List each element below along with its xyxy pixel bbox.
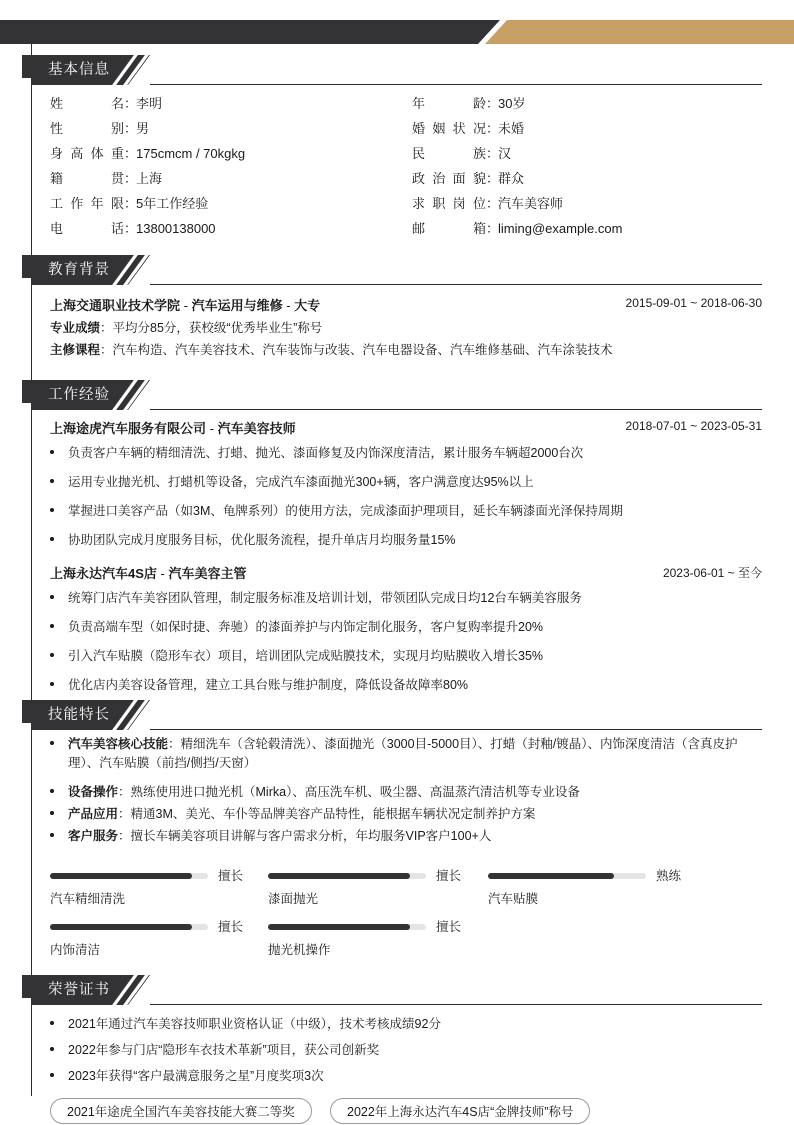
info-colon: ： [124, 121, 138, 136]
skill-item-text [68, 827, 762, 846]
info-value: 175cmcm / 70kgkg [136, 146, 246, 161]
bullet-dot-icon [50, 789, 54, 793]
info-row-gender [50, 120, 149, 138]
honor-item [50, 1067, 762, 1086]
info-row-political-status [412, 170, 524, 188]
skill-bar-track [268, 873, 426, 879]
section-header-work [22, 380, 794, 410]
skill-item-text [68, 783, 762, 802]
info-label: 姓名 [50, 96, 124, 111]
work-duty-text: 负责客户车辆的精细清洗、打蜡、抛光、漆面修复及内饰深度清洁，累计服务车辆超2000台次 [68, 446, 584, 460]
work-date: 2023-06-01 ~ 至今 [662, 566, 762, 580]
info-colon: ： [486, 171, 500, 186]
skill-item-text [68, 735, 762, 773]
skill-item-detail: ：精通3M、美光、车仆等品牌美容产品特性，能根据车辆状况定制养护方案 [118, 807, 536, 821]
skill-item-label: 产品应用 [68, 807, 119, 821]
info-value: 未婚 [498, 121, 525, 136]
section-basic-info [0, 55, 794, 85]
info-colon: ： [124, 196, 138, 211]
info-label: 身高体重 [50, 146, 124, 161]
skill-bar-name: 汽车贴膜 [488, 892, 539, 906]
work-duty-item [50, 473, 762, 492]
honor-badge: 2021年途虎全国汽车美容技能大赛二等奖 [50, 1098, 312, 1124]
work-duty-text: 统筹门店汽车美容团队管理，制定服务标准及培训计划，带领团队完成日均12台车辆美容服务 [68, 591, 582, 605]
work-duty-text: 优化店内美容设备管理，建立工具台账与维护制度，降低设备故障率80% [68, 678, 469, 692]
info-colon: ： [486, 196, 500, 211]
education-entry-title [50, 295, 320, 314]
education-school: 上海交通职业技术学院 [50, 298, 181, 313]
info-value: 汽车美容师 [498, 196, 564, 211]
skill-bar-name: 漆面抛光 [268, 892, 319, 906]
bullet-dot-icon [50, 479, 54, 483]
info-label: 籍贯 [50, 171, 124, 186]
bullet-dot-icon [50, 624, 54, 628]
section-title: 工作经验 [48, 387, 110, 403]
skill-bar-name: 内饰清洁 [50, 943, 101, 957]
work-duty-item [50, 676, 762, 695]
info-label: 求职岗位 [412, 196, 486, 211]
education-separator: - [180, 298, 192, 313]
skill-item-label: 客户服务 [68, 829, 119, 843]
left-spine-line [31, 44, 32, 1096]
top-banner [0, 20, 794, 44]
section-header-basic-info [22, 55, 794, 85]
bullet-dot-icon [50, 508, 54, 512]
work-separator: - [206, 421, 218, 436]
bullet-dot-icon [50, 1073, 54, 1077]
info-row-height-weight [50, 145, 245, 163]
bullet-dot-icon [50, 682, 54, 686]
skill-item-text [68, 805, 762, 824]
skill-item-detail: ：擅长车辆美容项目讲解与客户需求分析，年均服务VIP客户100+人 [118, 829, 492, 843]
section-title: 技能特长 [48, 707, 110, 723]
info-colon: ： [124, 96, 138, 111]
info-colon: ： [486, 146, 500, 161]
education-courses-label: 主修课程 [50, 343, 101, 357]
info-label: 年龄 [412, 96, 486, 111]
info-label: 性别 [50, 121, 124, 136]
section-rule [150, 409, 762, 410]
info-value: 13800138000 [136, 221, 216, 236]
skill-bar-level: 擅长 [218, 869, 244, 883]
skill-bar-fill [268, 873, 410, 879]
skill-item [50, 783, 762, 802]
work-duty-item [50, 618, 762, 637]
work-duty-item [50, 502, 762, 521]
section-header-skills [22, 700, 794, 730]
info-label: 民族 [412, 146, 486, 161]
info-value: 30岁 [498, 96, 526, 111]
skill-bar-level: 熟练 [656, 869, 682, 883]
skill-item-label: 设备操作 [68, 785, 119, 799]
section-header-education [22, 255, 794, 285]
info-value: 汉 [498, 146, 512, 161]
section-work-experience [0, 380, 794, 410]
skill-bar-track [50, 924, 208, 930]
info-row-name [50, 95, 162, 113]
info-row-ethnicity [412, 145, 511, 163]
skill-bar-track [488, 873, 646, 879]
info-row-age [412, 95, 525, 113]
education-grade-line [50, 319, 322, 337]
honor-item [50, 1041, 762, 1060]
bullet-dot-icon [50, 741, 54, 745]
work-date: 2018-07-01 ~ 2023-05-31 [625, 419, 762, 433]
info-label: 政治面貌 [412, 171, 486, 186]
bullet-dot-icon [50, 653, 54, 657]
info-colon: ： [486, 96, 500, 111]
bullet-dot-icon [50, 811, 54, 815]
info-value: 上海 [136, 171, 163, 186]
skill-bar-fill [268, 924, 410, 930]
education-courses-line [50, 341, 613, 359]
section-header-honors [22, 975, 794, 1005]
honor-item-text: 2021年通过汽车美容技师职业资格认证（中级），技术考核成绩92分 [68, 1017, 441, 1031]
bullet-dot-icon [50, 595, 54, 599]
bullet-dot-icon [50, 537, 54, 541]
education-courses-value: ：汽车构造、汽车美容技术、汽车装饰与改装、汽车电器设备、汽车维修基础、汽车涂装技术 [100, 343, 613, 357]
work-duty-item [50, 647, 762, 666]
top-banner-gold-bar [485, 20, 794, 44]
info-value: liming@example.com [498, 221, 623, 236]
section-title: 教育背景 [48, 262, 110, 278]
section-rule [150, 84, 762, 85]
skill-item-detail: ：精细洗车（含轮毂清洗）、漆面抛光（3000目-5000目）、打蜡（封釉/镀晶）、内饰深度清洁（含真皮护理）、汽车贴膜（前挡/侧挡/天窗） [68, 737, 738, 770]
top-banner-dark-bar [0, 20, 500, 44]
education-grade-value: ：平均分85分，获校级“优秀毕业生”称号 [100, 321, 323, 335]
info-row-experience-years [50, 195, 208, 213]
info-colon: ： [124, 146, 138, 161]
honor-item [50, 1015, 762, 1034]
skill-item [50, 805, 762, 824]
info-label: 工作年限 [50, 196, 124, 211]
info-row-hometown [50, 170, 162, 188]
skill-bar-fill [488, 873, 614, 879]
work-company: 上海永达汽车4S店 [50, 566, 157, 581]
info-colon: ： [124, 171, 138, 186]
work-duty-text: 负责高端车型（如保时捷、奔驰）的漆面养护与内饰定制化服务，客户复购率提升20% [68, 620, 544, 634]
bullet-dot-icon [50, 833, 54, 837]
section-honors [0, 975, 794, 1005]
info-value: 男 [136, 121, 150, 136]
skill-bar-level: 擅长 [436, 869, 462, 883]
education-date: 2015-09-01 ~ 2018-06-30 [625, 296, 762, 310]
work-entry-title [50, 563, 246, 582]
info-value: 群众 [498, 171, 525, 186]
skill-bar-name: 抛光机操作 [268, 943, 331, 957]
skill-item [50, 827, 762, 846]
skill-item-detail: ：熟练使用进口抛光机（Mirka）、高压洗车机、吸尘器、高温蒸汽清洁机等专业设备 [118, 785, 580, 799]
skill-bar-name: 汽车精细清洗 [50, 892, 126, 906]
section-skills [0, 700, 794, 730]
skill-bar-fill [50, 924, 192, 930]
bullet-dot-icon [50, 1047, 54, 1051]
section-rule [150, 729, 762, 730]
work-duty-text: 引入汽车贴膜（隐形车衣）项目，培训团队完成贴膜技术，实现月均贴膜收入增长35% [68, 649, 544, 663]
honor-item-text: 2023年获得“客户最满意服务之星”月度奖项3次 [68, 1069, 324, 1083]
work-duty-item [50, 531, 762, 550]
info-row-email [412, 220, 622, 238]
skill-item-label: 汽车美容核心技能 [68, 737, 169, 751]
info-colon: ： [486, 121, 500, 136]
work-role: 汽车美容技师 [217, 421, 296, 436]
section-title: 基本信息 [48, 62, 110, 78]
section-rule [150, 1004, 762, 1005]
info-row-phone [50, 220, 216, 238]
info-row-marital-status [412, 120, 524, 138]
section-rule [150, 284, 762, 285]
education-grade-label: 专业成绩 [50, 321, 101, 335]
info-label: 邮箱 [412, 221, 486, 236]
section-title: 荣誉证书 [48, 982, 110, 998]
info-value: 李明 [136, 96, 163, 111]
work-duty-text: 运用专业抛光机、打蜡机等设备，完成汽车漆面抛光300+辆，客户满意度达95%以上 [68, 475, 534, 489]
honor-badge: 2022年上海永达汽车4S店“金牌技师”称号 [330, 1098, 590, 1124]
bullet-dot-icon [50, 450, 54, 454]
education-degree: 大专 [294, 298, 321, 313]
info-label: 婚姻状况 [412, 121, 486, 136]
section-education [0, 255, 794, 285]
skill-bar-level: 擅长 [218, 920, 244, 934]
skill-bar-track [268, 924, 426, 930]
work-entry-title [50, 418, 296, 437]
work-company: 上海途虎汽车服务有限公司 [50, 421, 207, 436]
info-colon: ： [486, 221, 500, 236]
education-major: 汽车运用与维修 [191, 298, 283, 313]
honor-item-text: 2022年参与门店“隐形车衣技术革新”项目，获公司创新奖 [68, 1043, 380, 1057]
skill-item [50, 735, 762, 773]
education-separator: - [282, 298, 295, 313]
work-separator: - [156, 566, 169, 581]
info-label: 电话 [50, 221, 124, 236]
info-row-target-position [412, 195, 563, 213]
info-colon: ： [124, 221, 138, 236]
skill-bar-fill [50, 873, 192, 879]
info-value: 5年工作经验 [136, 196, 209, 211]
skill-bar-level: 擅长 [436, 920, 462, 934]
work-duty-item [50, 589, 762, 608]
skill-bar-track [50, 873, 208, 879]
work-duty-text: 协助团队完成月度服务目标，优化服务流程，提升单店月均服务量15% [68, 533, 456, 547]
work-duty-text: 掌握进口美容产品（如3M、龟牌系列）的使用方法，完成漆面护理项目，延长车辆漆面光泽保持周期 [68, 504, 623, 518]
bullet-dot-icon [50, 1021, 54, 1025]
work-duty-item [50, 444, 762, 463]
work-role: 汽车美容主管 [168, 566, 247, 581]
